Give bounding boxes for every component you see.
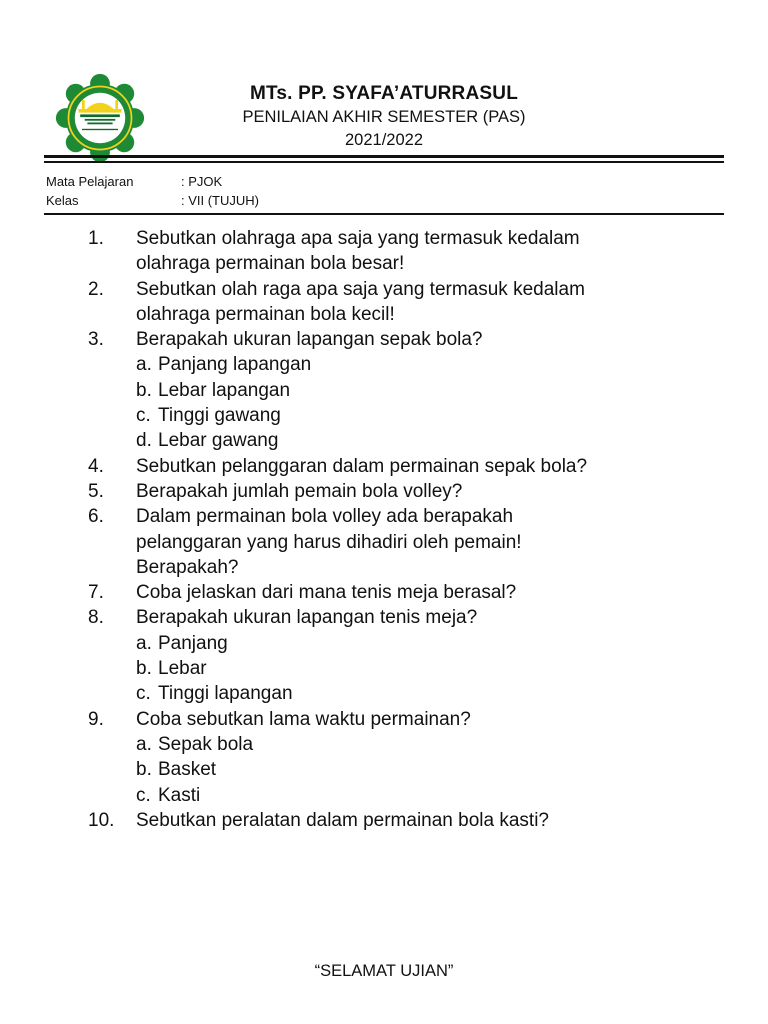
- sub-question: [136, 352, 728, 377]
- question-number: 10.: [88, 809, 115, 831]
- document-header: [180, 80, 588, 152]
- question-item: [88, 707, 728, 808]
- question-text-line: Berapakah ukuran lapangan tenis meja?: [136, 607, 478, 629]
- sub-question: [136, 631, 728, 656]
- question-number: 2.: [88, 278, 104, 300]
- question-body: [136, 580, 728, 605]
- header-divider-thick: [44, 155, 724, 158]
- sub-question-letter: d.: [136, 430, 152, 452]
- info-label: Mata Pelajaran: [46, 174, 134, 189]
- sub-question-text: Sepak bola: [158, 733, 254, 755]
- question-item: [88, 226, 728, 277]
- question-text-line: olahraga permainan bola kecil!: [136, 303, 395, 325]
- sub-question-letter: b.: [136, 658, 152, 680]
- sub-question: [136, 732, 728, 757]
- info-row-subject: [46, 172, 259, 191]
- question-text-line: Coba jelaskan dari mana tenis meja berasal?: [136, 582, 517, 604]
- sub-question-letter: c.: [136, 683, 151, 705]
- exam-name: PENILAIAN AKHIR SEMESTER (PAS): [242, 108, 526, 126]
- question-text-line: Berapakah jumlah pemain bola volley?: [136, 480, 463, 502]
- header-divider-thin: [44, 161, 724, 163]
- question-text-line: Dalam permainan bola volley ada berapakah: [136, 506, 514, 528]
- question-body: [136, 808, 728, 833]
- sub-question-text: Basket: [158, 759, 217, 781]
- question-item: [88, 580, 728, 605]
- closing-greeting: “SELAMAT UJIAN”: [314, 962, 454, 980]
- question-item: [88, 504, 728, 580]
- question-body: [136, 504, 728, 580]
- sub-question-text: Panjang lapangan: [158, 354, 312, 376]
- question-item: [88, 277, 728, 328]
- sub-question-text: Lebar: [158, 658, 207, 680]
- exam-info: [46, 172, 259, 210]
- question-body: [136, 454, 728, 479]
- question-item: [88, 808, 728, 833]
- info-divider: [44, 213, 724, 215]
- info-value: : VII (TUJUH): [181, 193, 259, 208]
- question-text-line: Coba sebutkan lama waktu permainan?: [136, 708, 471, 730]
- question-item: [88, 454, 728, 479]
- sub-question: [136, 757, 728, 782]
- school-logo-icon: [54, 73, 146, 163]
- sub-question-text: Lebar gawang: [158, 430, 279, 452]
- question-body: [136, 327, 728, 453]
- question-text-line: Sebutkan olahraga apa saja yang termasuk kedalam: [136, 228, 580, 249]
- question-body: [136, 605, 728, 706]
- question-number: 5.: [88, 480, 104, 502]
- sub-question: [136, 656, 728, 681]
- academic-year: 2021/2022: [345, 131, 423, 149]
- sub-question-letter: a.: [136, 632, 152, 654]
- sub-question-letter: c.: [136, 405, 151, 427]
- question-item: [88, 605, 728, 706]
- sub-question-text: Lebar lapangan: [158, 379, 291, 401]
- sub-question-text: Panjang: [158, 632, 228, 654]
- sub-question-letter: b.: [136, 759, 152, 781]
- question-number: 6.: [88, 506, 104, 528]
- question-text-line: Sebutkan pelanggaran dalam permainan sepak bola?: [136, 455, 588, 477]
- question-body: [136, 479, 728, 504]
- sub-question-text: Tinggi gawang: [158, 405, 281, 427]
- question-text-line: Sebutkan olah raga apa saja yang termasuk kedalam: [136, 278, 585, 300]
- question-text-line: Berapakah?: [136, 556, 239, 578]
- info-row-class: [46, 191, 259, 210]
- sub-question-text: Kasti: [158, 784, 201, 806]
- question-number: 8.: [88, 607, 104, 629]
- sub-question: [136, 681, 728, 706]
- school-name: MTs. PP. SYAFA’ATURRASUL: [249, 83, 519, 104]
- sub-question: [136, 428, 728, 453]
- question-text-line: Berapakah ukuran lapangan sepak bola?: [136, 329, 483, 351]
- question-text-line: pelanggaran yang harus dihadiri oleh pemain!: [136, 531, 522, 553]
- sub-question: [136, 378, 728, 403]
- question-number: 4.: [88, 455, 104, 477]
- question-body: [136, 277, 728, 328]
- question-number: 9.: [88, 708, 104, 730]
- question-body: [136, 707, 728, 808]
- info-label: Kelas: [46, 193, 79, 208]
- sub-question-letter: b.: [136, 379, 152, 401]
- sub-question-text: Tinggi lapangan: [158, 683, 293, 705]
- question-list: [88, 226, 728, 833]
- question-text-line: Sebutkan peralatan dalam permainan bola kasti?: [136, 809, 549, 831]
- question-number: 3.: [88, 329, 104, 351]
- question-body: [136, 226, 728, 277]
- question-number: 7.: [88, 582, 104, 604]
- sub-question: [136, 403, 728, 428]
- sub-question-letter: c.: [136, 784, 151, 806]
- sub-question-letter: a.: [136, 354, 152, 376]
- info-value: : PJOK: [181, 174, 223, 189]
- question-number: 1.: [88, 228, 104, 249]
- sub-question-letter: a.: [136, 733, 152, 755]
- question-text-line: olahraga permainan bola besar!: [136, 253, 405, 275]
- question-item: [88, 327, 728, 453]
- sub-question: [136, 783, 728, 808]
- question-item: [88, 479, 728, 504]
